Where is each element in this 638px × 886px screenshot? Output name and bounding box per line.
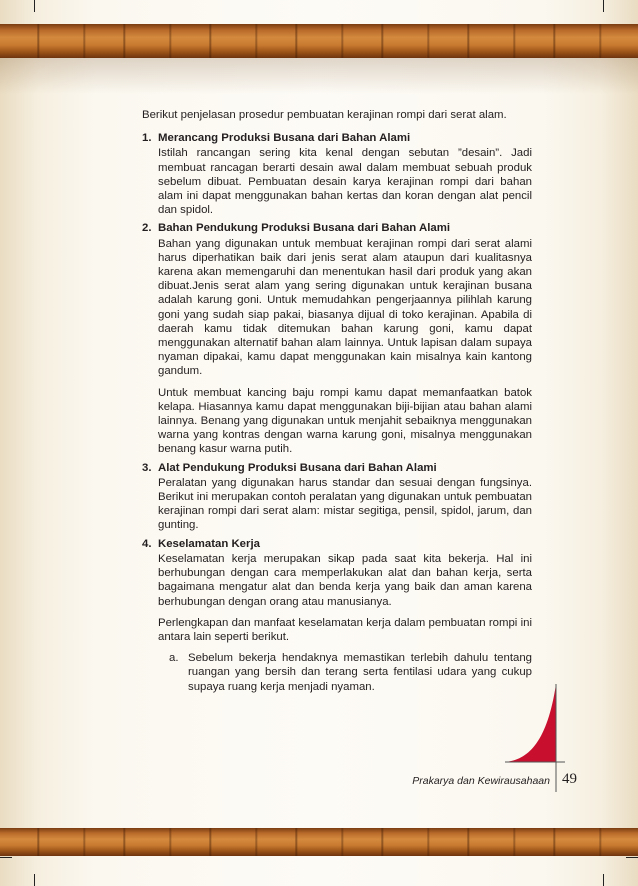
list-item-letter: a. — [169, 652, 179, 665]
crop-mark-bottom-right-v — [603, 874, 604, 886]
section-1 — [142, 131, 532, 217]
section-title: Alat Pendukung Produksi Busana dari Bahan Alami — [158, 461, 437, 474]
section-body — [142, 146, 532, 217]
section-number: 1. — [142, 132, 152, 145]
section-title: Merancang Produksi Busana dari Bahan Alami — [158, 132, 411, 145]
wood-header-band — [0, 24, 638, 58]
page-body — [142, 108, 532, 694]
list-item-text: Sebelum bekerja hendaknya memastikan terlebih dahulu tentang ruangan yang bersih dan terang serta fentilasi udara yang cukup supaya ruang kerja menjadi nyaman. — [188, 652, 532, 693]
crop-mark-bottom-right-h — [626, 857, 638, 858]
crop-mark-bottom-left-v — [34, 874, 35, 886]
header-shadow — [0, 58, 638, 94]
page-number: 49 — [562, 771, 577, 787]
section-heading — [142, 461, 532, 475]
section-paragraph: Bahan yang digunakan untuk membuat kerajinan rompi dari serat alami harus diperhatikan baik dari jenis serat alam ataupun dari kualitasnya karena akan memengaruhi dan menentukan hasil dari produk yang akan dibuat.Jenis serat alam yang sering digunakan untuk kerajinan busana adalah karung goni. Untuk memudahkan pengerjaannya pilihlah karung goni yang sudah siap pakai, biasanya dijual di toko kerajinan. Apabila di daerah kamu tidak ditemukan bahan karung goni, kamu dapat menggunakan alternatif bahan alam lainnya. Untuk lapisan dalam supaya nyaman dipakai, kamu dapat menggunakan kain misalnya kain kantong gandum. — [158, 237, 532, 378]
section-paragraph: Peralatan yang digunakan harus standar dan sesuai dengan fungsinya. Berikut ini merupakan contoh peralatan yang digunakan untuk pembuatan kerajinan rompi dari serat alam: mistar segitiga, pensil, spidol, jarum, dan gunting. — [158, 476, 532, 532]
section-heading — [142, 221, 532, 235]
section-body — [142, 237, 532, 457]
section-3 — [142, 461, 532, 533]
section-paragraph: Istilah rancangan sering kita kenal dengan sebutan ”desain”. Jadi membuat rancagan berarti desain awal dalam membuat sebuah produk sebelum dibuat. Pembuatan desain karya kerajinan rompi dari bahan alam ini dapat menggunakan bahan kertas dan koran dengan alat pencil dan spidol. — [158, 147, 532, 217]
section-paragraph: Perlengkapan dan manfaat keselamatan kerja dalam pembuatan rompi ini antara lain seperti berikut. — [158, 616, 532, 643]
section-heading — [142, 131, 532, 145]
corner-red-shape — [505, 684, 556, 762]
crop-mark-top-left-v — [34, 0, 35, 12]
section-number: 3. — [142, 461, 152, 474]
section-paragraph: Keselamatan kerja merupakan sikap pada saat kita bekerja. Hal ini berhubungan dengan cara memperlakukan alat dan bahan kerja, serta bagaimana mengatur alat dan benda kerja yang baik dan aman karena berhubungan dengan orang atau manusianya. — [158, 552, 532, 608]
section-2 — [142, 221, 532, 456]
intro-paragraph: Berikut penjelasan prosedur pembuatan kerajinan rompi dari serat alam. — [142, 109, 507, 121]
crop-mark-bottom-left-h — [0, 857, 12, 858]
section-4 — [142, 537, 532, 694]
section-body — [142, 552, 532, 644]
section-title: Bahan Pendukung Produksi Busana dari Bahan Alami — [158, 222, 450, 235]
wood-footer-band — [0, 828, 638, 856]
section-number: 2. — [142, 222, 152, 235]
list-item — [142, 651, 532, 694]
section-title: Keselamatan Kerja — [158, 537, 260, 550]
section-paragraph: Untuk membuat kancing baju rompi kamu dapat memanfaatkan batok kelapa. Hiasannya kamu dapat menggunakan biji-bijian atau bahan alami lainnya. Benang yang digunakan untuk menjahit sebaiknya menggunakan warna yang kontras dengan warna karung goni, misalnya menggunakan benang kasur warna putih. — [158, 386, 532, 456]
section-heading — [142, 537, 532, 551]
footer-book-title: Prakarya dan Kewirausahaan — [412, 775, 550, 787]
section-body — [142, 476, 532, 533]
section-number: 4. — [142, 537, 152, 550]
crop-mark-top-right-v — [603, 0, 604, 12]
